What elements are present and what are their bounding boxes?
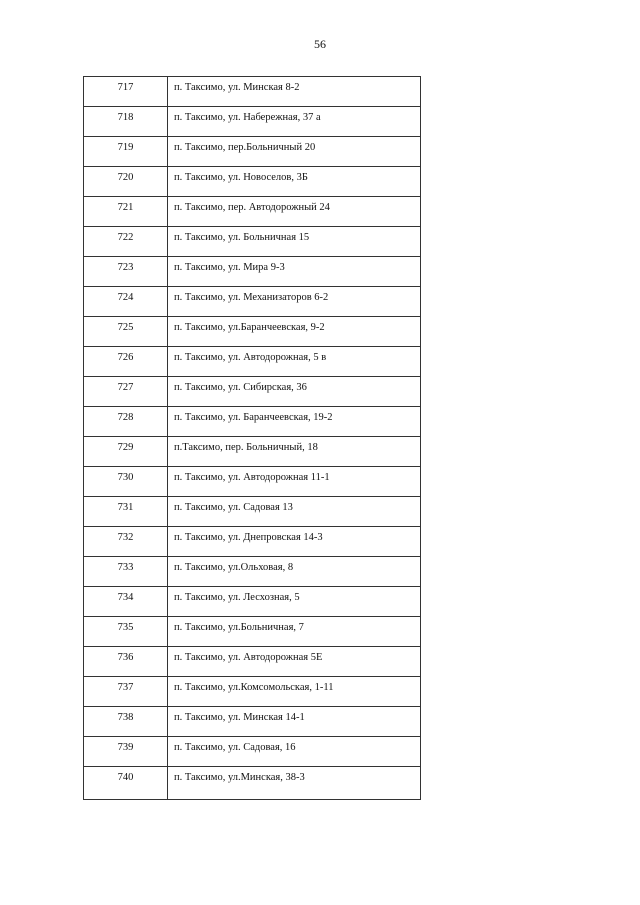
row-number: 730 [84,467,168,497]
row-address: п.Таксимо, пер. Больничный, 18 [168,437,421,467]
row-address: п. Таксимо, ул. Автодорожная 11-1 [168,467,421,497]
table-row [84,737,421,767]
table-row [84,377,421,407]
table-row [84,227,421,257]
table-row [84,437,421,467]
row-number: 723 [84,257,168,287]
row-number: 735 [84,617,168,647]
table-row [84,707,421,737]
table-row [84,77,421,107]
table-row [84,407,421,437]
row-number: 732 [84,527,168,557]
row-number: 720 [84,167,168,197]
row-number: 728 [84,407,168,437]
row-address: п. Таксимо, ул. Минская 8-2 [168,77,421,107]
row-number: 740 [84,767,168,800]
row-address: п. Таксимо, ул. Лесхозная, 5 [168,587,421,617]
row-number: 734 [84,587,168,617]
table-row [84,257,421,287]
row-address: п. Таксимо, ул.Минская, 38-3 [168,767,421,800]
table-row [84,167,421,197]
row-number: 726 [84,347,168,377]
row-address: п. Таксимо, ул. Сибирская, 36 [168,377,421,407]
row-address: п. Таксимо, ул. Мира 9-3 [168,257,421,287]
table-row [84,497,421,527]
row-address: п. Таксимо, ул. Баранчеевская, 19-2 [168,407,421,437]
row-address: п. Таксимо, ул.Комсомольская, 1-11 [168,677,421,707]
table-row [84,527,421,557]
row-address: п. Таксимо, ул. Автодорожная, 5 в [168,347,421,377]
table-row [84,347,421,377]
table-row [84,197,421,227]
row-address: п. Таксимо, ул. Новоселов, 3Б [168,167,421,197]
row-address: п. Таксимо, пер. Автодорожный 24 [168,197,421,227]
row-number: 725 [84,317,168,347]
row-number: 739 [84,737,168,767]
row-number: 729 [84,437,168,467]
row-number: 721 [84,197,168,227]
row-number: 737 [84,677,168,707]
row-number: 724 [84,287,168,317]
row-address: п. Таксимо, ул.Ольховая, 8 [168,557,421,587]
address-table [83,76,421,800]
table-row [84,677,421,707]
row-number: 717 [84,77,168,107]
table-row [84,587,421,617]
row-address: п. Таксимо, ул. Садовая, 16 [168,737,421,767]
row-number: 719 [84,137,168,167]
row-number: 718 [84,107,168,137]
row-address: п. Таксимо, ул. Набережная, 37 а [168,107,421,137]
row-number: 733 [84,557,168,587]
table-row [84,617,421,647]
row-number: 722 [84,227,168,257]
table-row [84,647,421,677]
row-address: п. Таксимо, ул. Больничная 15 [168,227,421,257]
table-row [84,317,421,347]
row-address: п. Таксимо, ул. Днепровская 14-3 [168,527,421,557]
row-address: п. Таксимо, ул.Баранчеевская, 9-2 [168,317,421,347]
row-number: 727 [84,377,168,407]
page-number: 56 [314,37,326,51]
row-address: п. Таксимо, ул. Садовая 13 [168,497,421,527]
row-address: п. Таксимо, ул. Автодорожная 5Е [168,647,421,677]
table-row [84,137,421,167]
row-address: п. Таксимо, пер.Больничный 20 [168,137,421,167]
table-row [84,107,421,137]
row-number: 736 [84,647,168,677]
row-number: 731 [84,497,168,527]
table-row [84,467,421,497]
row-address: п. Таксимо, ул. Минская 14-1 [168,707,421,737]
table-row [84,557,421,587]
row-number: 738 [84,707,168,737]
row-address: п. Таксимо, ул. Механизаторов 6-2 [168,287,421,317]
row-address: п. Таксимо, ул.Больничная, 7 [168,617,421,647]
table-row [84,287,421,317]
table-row [84,767,421,800]
